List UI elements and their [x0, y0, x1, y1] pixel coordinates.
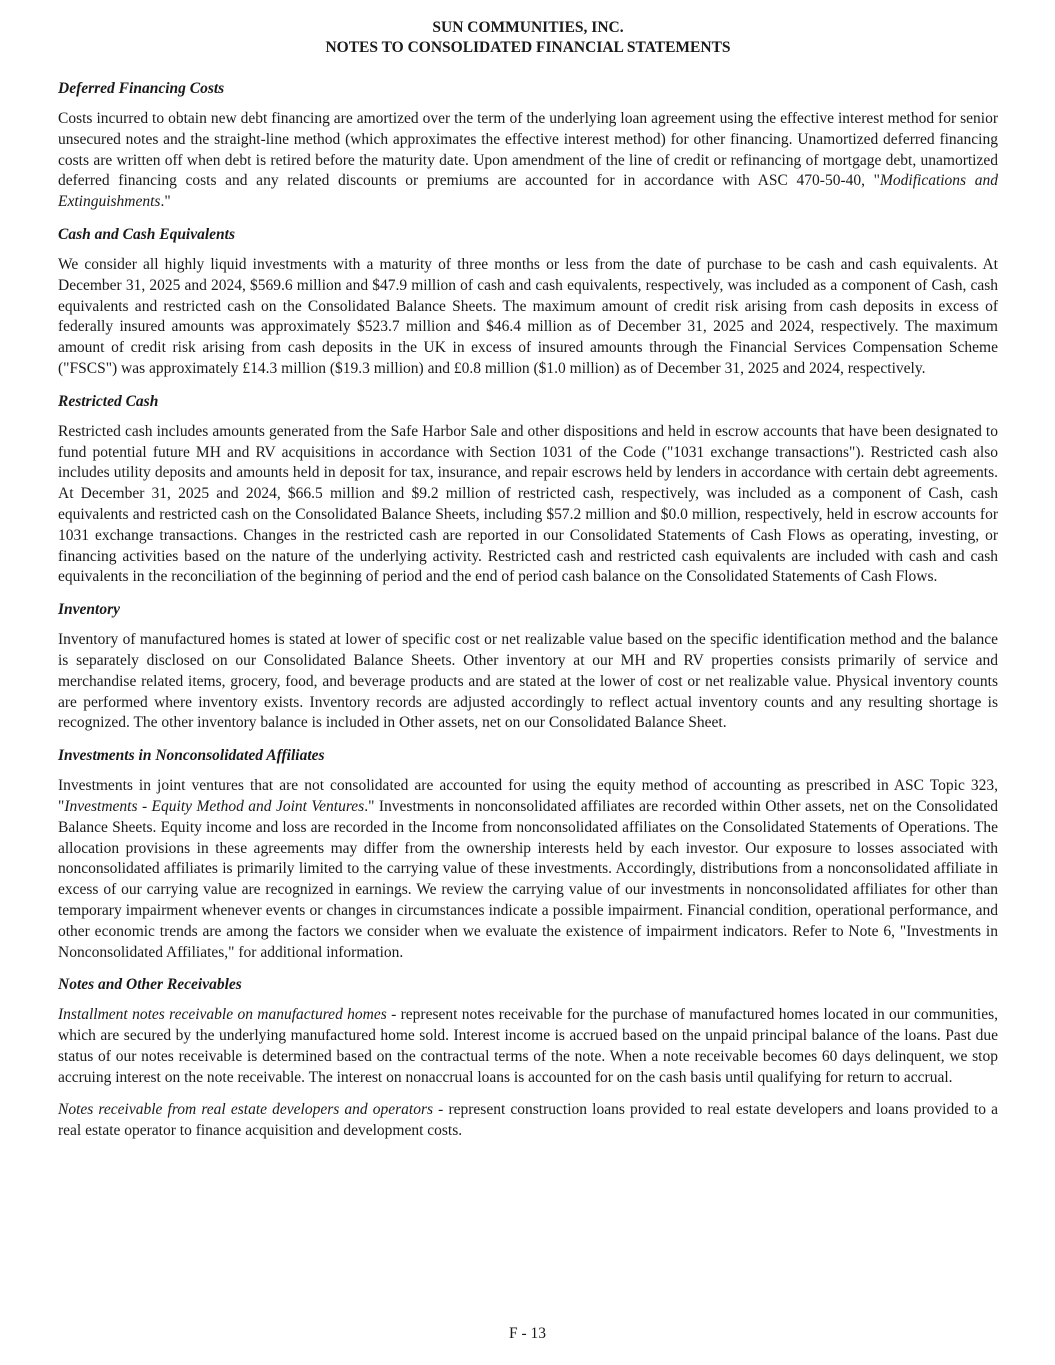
section-body-developer-notes: Notes receivable from real estate developers and operators - represent construction loans provided to real estate developers and loans provided to a real estate operator to finance acquisition and development costs. [58, 1101, 998, 1140]
section-heading-investments: Investments in Nonconsolidated Affiliates [58, 747, 325, 765]
asc-topic-italic: Investments - Equity Method and Joint Ventures [64, 797, 365, 815]
section-heading-deferred-financing: Deferred Financing Costs [58, 80, 225, 97]
section-body-restricted-cash: Restricted cash includes amounts generated from the Safe Harbor Sale and other dispositions and held in escrow accounts that have been designated to fund potential future MH and RV acquisitions in accordance with Section 1031 of the Code ("1031 exchange transactions"). Restricted cash also includes utility deposits and amounts held in deposit for tax, insurance, and repair escrows held by lenders in accordance with certain debt agreements. At December 31, 2025 and 2024, $66.5 million and $9.2 million of restricted cash, respectively, was included as a component of Cash, cash equivalents and restricted cash on the Consolidated Balance Sheets, including $57.2 million and $0.0 million, respectively, held in escrow accounts for 1031 exchange transactions. Changes in the restricted cash are reported in our Consolidated Statements of Cash Flows as operating, investing, or financing activities based on the nature of the underlying activity. Restricted cash and restricted cash equivalents are included with cash and cash equivalents in the reconciliation of the beginning of period and the end of period cash balance on the Consolidated Statements of Cash Flows. [58, 422, 998, 586]
document-title: NOTES TO CONSOLIDATED FINANCIAL STATEMENTS [325, 39, 731, 56]
installment-notes-label: Installment notes receivable on manufactured homes [58, 1006, 387, 1024]
developer-notes-label: Notes receivable from real estate developers and operators [58, 1101, 434, 1119]
section-body-inventory: Inventory of manufactured homes is stated at lower of specific cost or net realizable value based on the specific identification method and the balance is separately disclosed on our Consolidated Balance Sheets. Other inventory at our MH and RV properties consists primarily of service and merchandise related items, grocery, food, and beverage products and are stated at the lower of cost or net realizable value. Physical inventory counts are performed where inventory exists. Inventory records are adjusted accordingly to reflect actual inventory counts and any resulting shortage is recognized. The other inventory balance is included in Other assets, net on our Consolidated Balance Sheet. [58, 631, 998, 732]
page-number: F - 13 [508, 1325, 547, 1342]
document-page [58, 18, 998, 1142]
section-body-investments: Investments in joint ventures that are not consolidated are accounted for using the equity method of accounting as prescribed in ASC Topic 323, "Investments - Equity Method and Joint Ventures." Investments in nonconsolidated affiliates are recorded within Other assets, net on the Consolidated Balance Sheets. Equity income and loss are recorded in the Income from nonconsolidated affiliates on the Consolidated Statements of Operations. The allocation provisions in these agreements may differ from the ownership interests held by each investor. Our exposure to losses associated with nonconsolidated affiliates is primarily limited to the carrying value of these investments. Accordingly, distributions from a nonconsolidated affiliate in excess of our carrying value are recognized in earnings. We review the carrying value of our investments in nonconsolidated affiliates for other than temporary impairment whenever events or changes in circumstances indicate a possible impairment. Financial condition, operational performance, and other economic trends are among the factors we consider when we evaluate the existence of impairment indicators. Refer to Note 6, "Investments in Nonconsolidated Affiliates," for additional information. [58, 777, 999, 961]
section-heading-inventory: Inventory [58, 601, 120, 619]
section-heading-cash-equivalents: Cash and Cash Equivalents [58, 225, 236, 243]
section-heading-restricted-cash: Restricted Cash [58, 392, 159, 410]
section-body-cash-equivalents: We consider all highly liquid investments with a maturity of three months or less from the date of purchase to be cash and cash equivalents. At December 31, 2025 and 2024, $569.6 million and $47.9 million of cash and cash equivalents, respectively, was included as a component of Cash, cash equivalents and restricted cash on the Consolidated Balance Sheets. The maximum amount of credit risk arising from cash deposits in excess of federally insured amounts was approximately $523.7 million and $46.4 million as of December 31, 2025 and 2024, respectively. The maximum amount of credit risk arising from cash deposits in the UK in excess of insured amounts through the Financial Services Compensation Scheme ("FSCS") was approximately £14.3 million ($19.3 million) and £0.8 million ($1.0 million) as of December 31, 2025 and 2024, respectively. [58, 255, 998, 377]
asc-reference-italic: Modifications and Extinguishments [58, 172, 999, 211]
section-body-installment-notes: Installment notes receivable on manufactured homes - represent notes receivable for the purchase of manufactured homes located in our communities, which are secured by the underlying manufactured home sold. Interest income is accrued based on the unpaid principal balance of the loans. Past due status of our notes receivable is determined based on the contractual terms of the note. When a note receivable becomes 60 days delinquent, we stop accruing interest on the note receivable. The interest on nonaccrual loans is accounted for on the cash basis until qualifying for return to accrual. [58, 1006, 998, 1086]
section-body-deferred-financing: Costs incurred to obtain new debt financing are amortized over the term of the underlying loan agreement using the effective interest method for senior unsecured notes and the straight-line method (which approximates the effective interest method) for other financing. Unamortized deferred financing costs are written off when debt is retired before the maturity date. Upon amendment of the line of credit or refinancing of mortgage debt, unamortized deferred financing costs and any related discounts or premiums are accounted for in accordance with ASC 470-50-40, "Modifications and Extinguishments." [58, 110, 999, 211]
page-header [58, 18, 998, 58]
section-heading-notes-receivables: Notes and Other Receivables [58, 976, 242, 994]
company-name: SUN COMMUNITIES, INC. [432, 19, 624, 36]
